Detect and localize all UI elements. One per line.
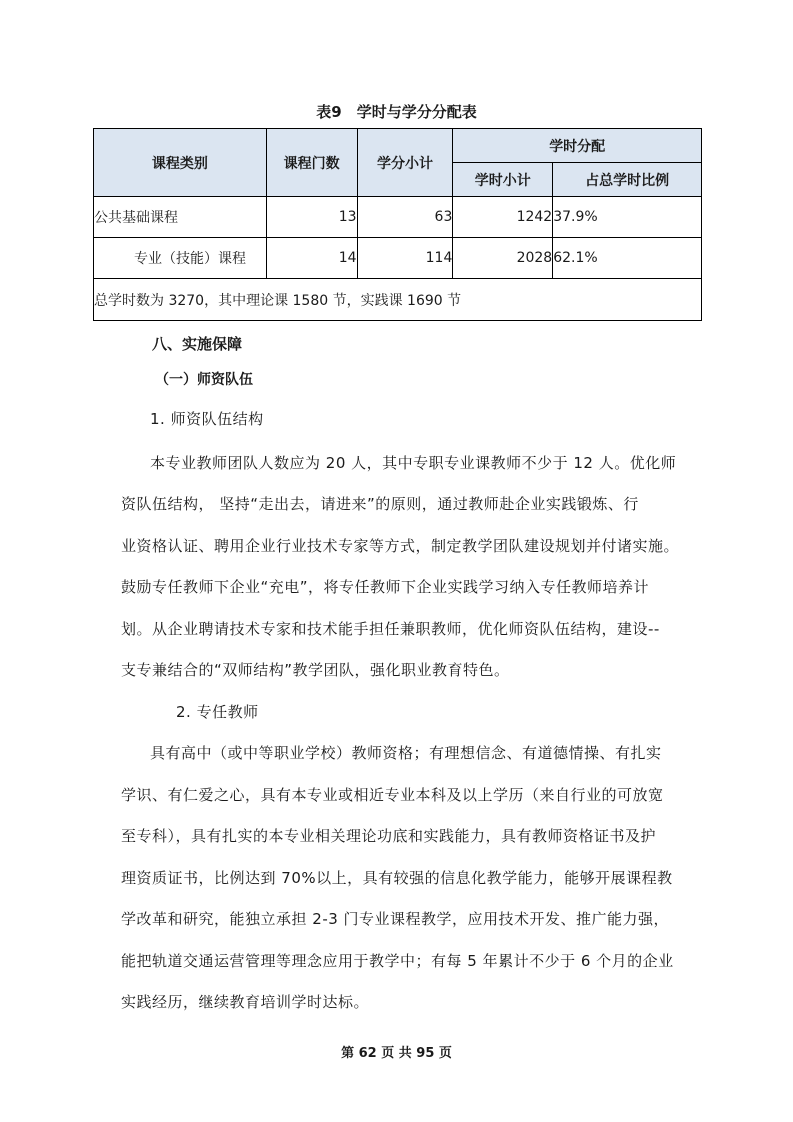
cell-hours: 1242 [453,197,553,238]
para1-line: 业资格认证、聘用企业行业技术专家等方式，制定教学团队建设规划并付诸实施。 [121,537,680,555]
header-course-type: 课程类别 [94,129,267,197]
header-hours-ratio: 占总学时比例 [553,163,702,197]
cell-course-type: 专业（技能）课程 [94,238,267,279]
cell-hours: 2028 [453,238,553,279]
item2-title: 2. 专任教师 [176,703,259,721]
total-hours-text: 总学时数为 3270，其中理论课 1580 节，实践课 1690 节 [94,279,702,321]
table-total-row [94,279,702,321]
item1-title: 1. 师资队伍结构 [150,410,264,428]
cell-credits: 114 [357,238,453,279]
cell-course-type: 公共基础课程 [94,197,267,238]
subsection-heading: （一）师资队伍 [155,372,253,388]
cell-credits: 63 [357,197,453,238]
para2-line: 理资质证书，比例达到 70%以上，具有较强的信息化教学能力，能够开展课程教 [121,869,673,887]
para2-line: 实践经历，继续教育培训学时达标。 [121,993,370,1011]
header-course-count: 课程门数 [266,129,357,197]
cell-course-count: 14 [266,238,357,279]
para1-line: 支专兼结合的“双师结构”教学团队，强化职业教育特色。 [121,661,510,679]
para2-line: 至专科），具有扎实的本专业相关理论功底和实践能力，具有教师资格证书及护 [121,827,657,845]
para1-line: 本专业教师团队人数应为 20 人，其中专职专业课教师不少于 12 人。优化师 [150,454,677,472]
para2-line: 学识、有仁爱之心，具有本专业或相近专业本科及以上学历（来自行业的可放宽 [121,786,664,804]
para2-line: 具有高中（或中等职业学校）教师资格；有理想信念、有道德情操、有扎实 [150,744,662,762]
table-caption: 表9 学时与学分分配表 [316,103,477,121]
section-heading: 八、实施保障 [152,335,243,353]
para2-line: 学改革和研究，能独立承担 2-3 门专业课程教学，应用技术开发、推广能力强， [121,910,670,928]
cell-ratio: 62.1% [553,238,702,279]
hours-credits-table [93,128,702,321]
header-hours-subtotal: 学时小计 [453,163,553,197]
cell-ratio: 37.9% [553,197,702,238]
para1-line: 鼓励专任教师下企业“充电”，将专任教师下企业实践学习纳入专任教师培养计 [121,578,650,596]
cell-course-count: 13 [266,197,357,238]
table-row [94,197,702,238]
para1-line: 划。从企业聘请技术专家和技术能手担任兼职教师，优化师资队伍结构，建设-- [121,620,660,638]
header-credit-subtotal: 学分小计 [357,129,453,197]
header-hours-distribution: 学时分配 [453,129,702,163]
para2-line: 能把轨道交通运营管理等理念应用于教学中；有每 5 年累计不少于 6 个月的企业 [121,952,674,970]
page-footer: 第 62 页 共 95 页 [341,1046,452,1061]
table-row [94,238,702,279]
para1-line: 资队伍结构， 坚持“走出去，请进来”的原则，通过教师赴企业实践锻炼、行 [121,495,639,513]
